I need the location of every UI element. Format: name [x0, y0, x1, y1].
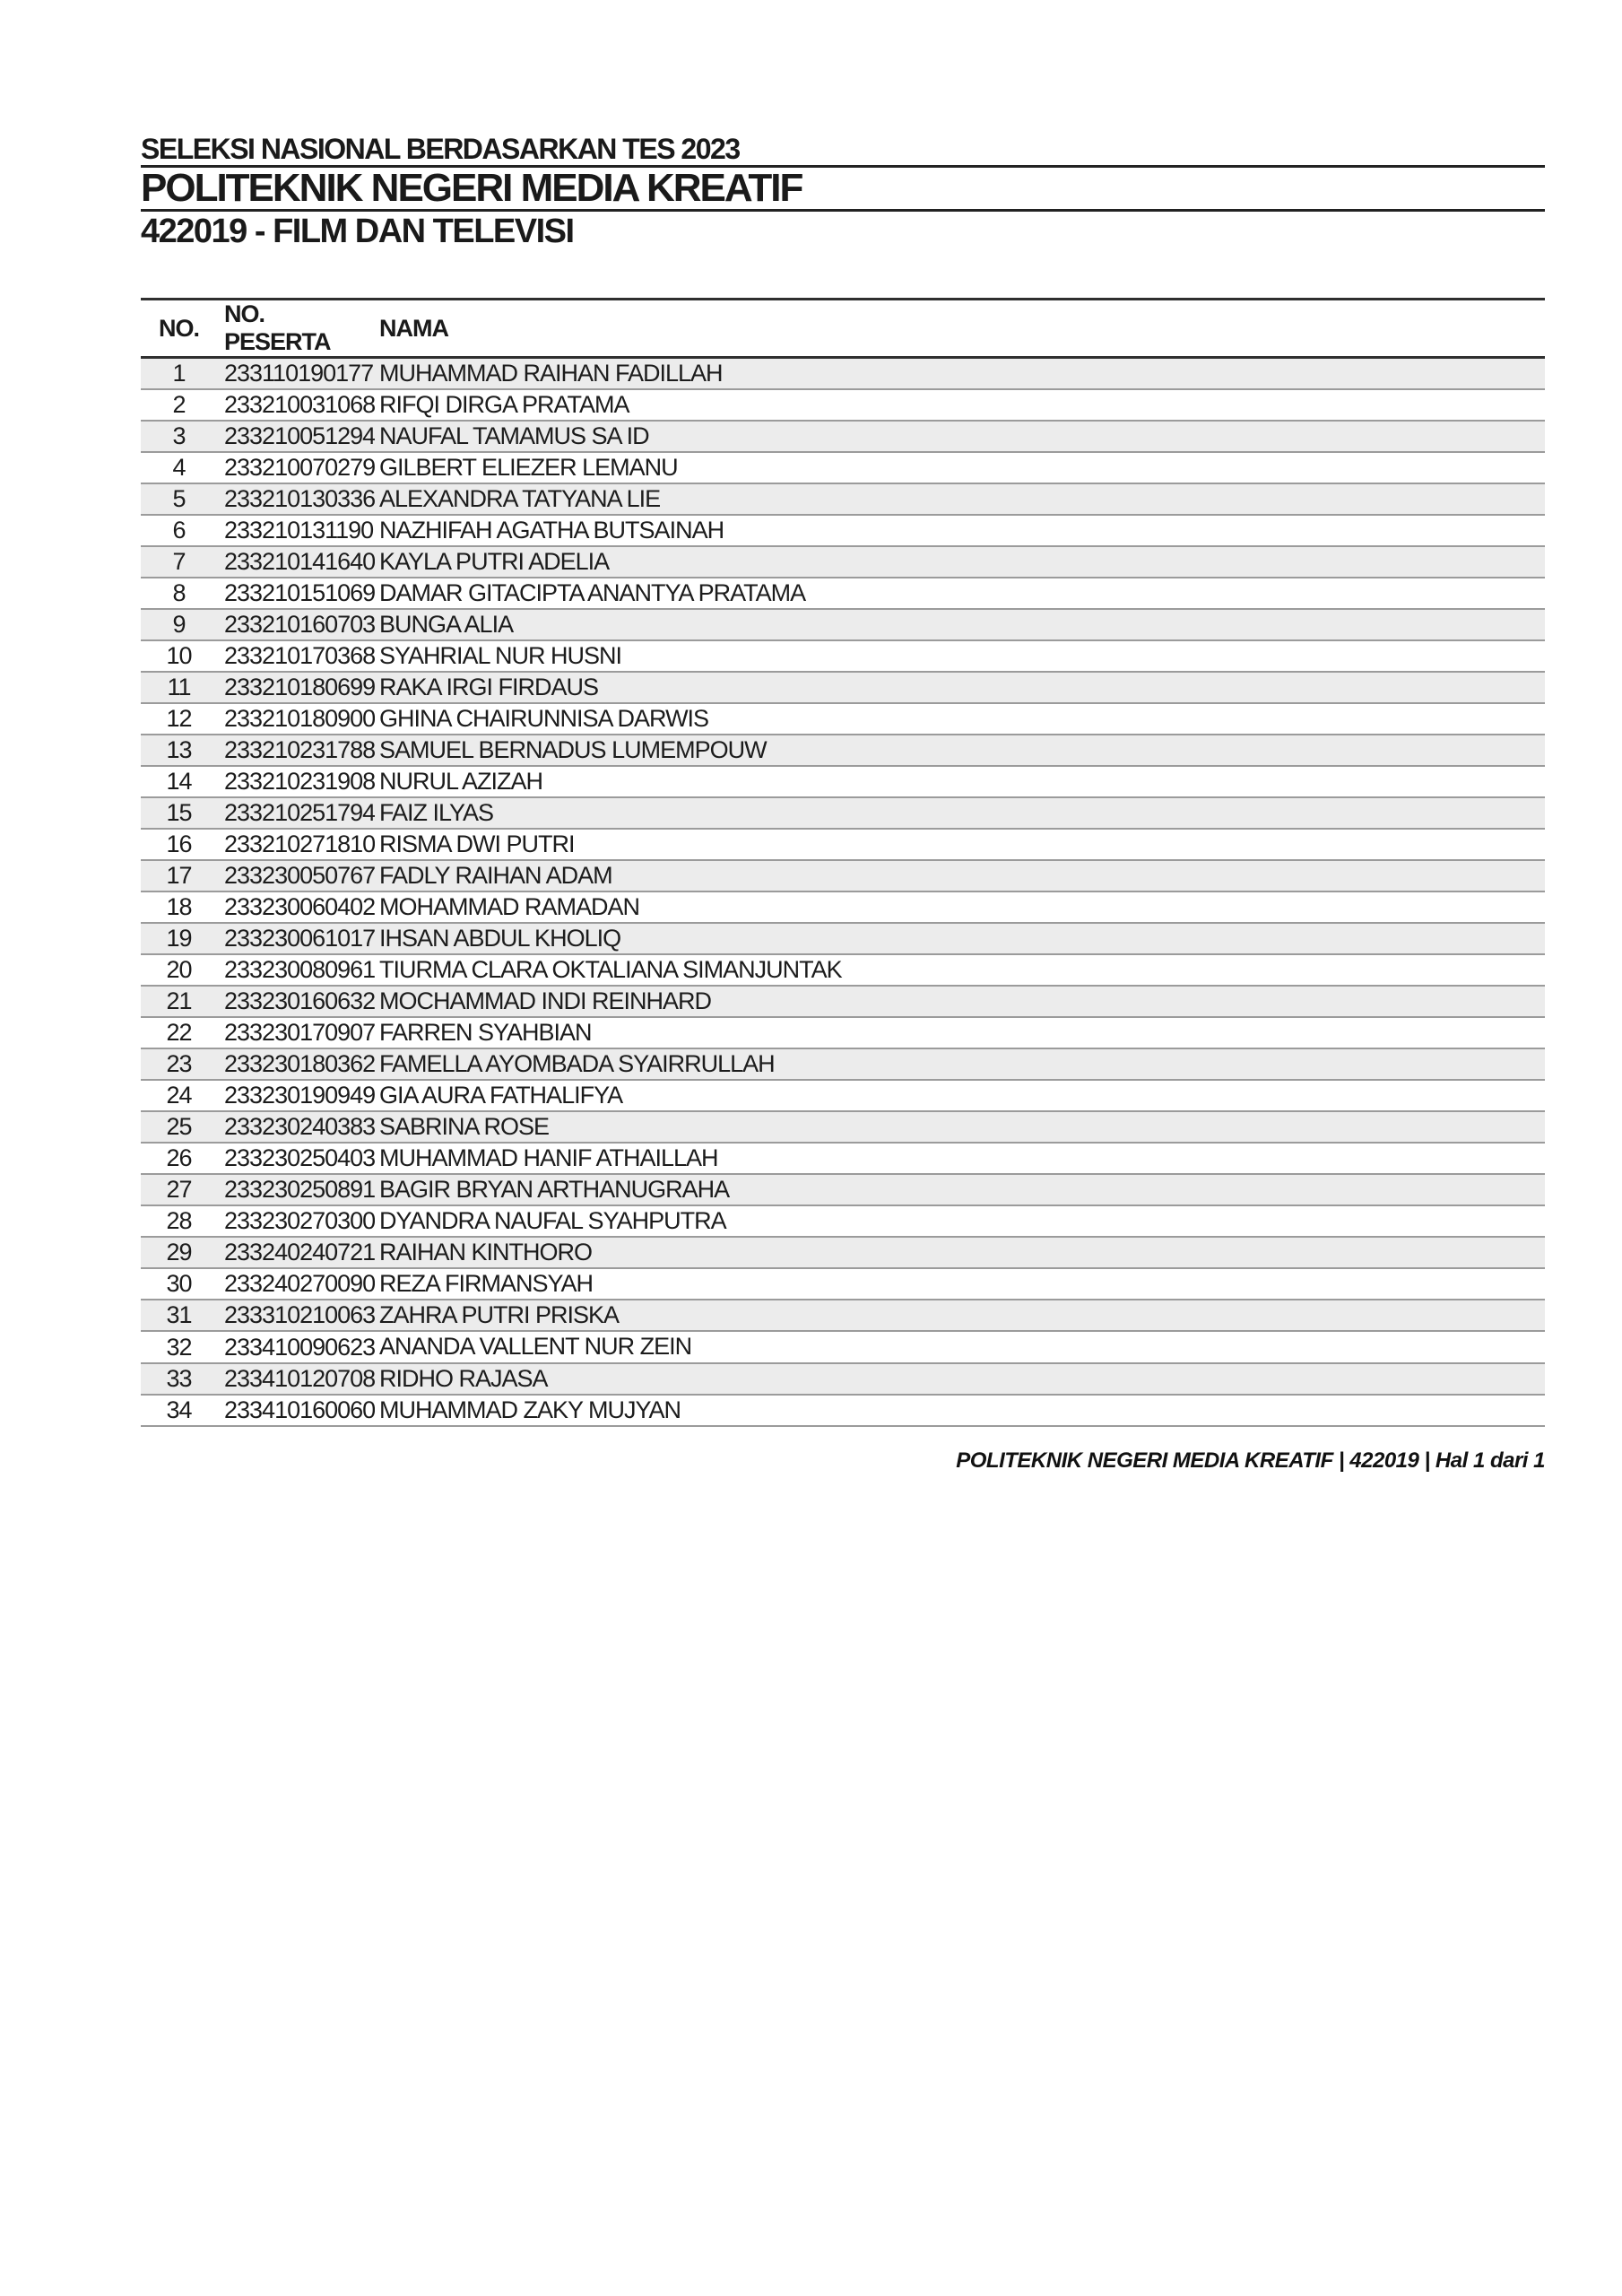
table-row	[141, 891, 1545, 923]
cell-no-peserta: 233230050767	[224, 862, 375, 889]
cell-nama: SYAHRIAL NUR HUSNI	[379, 642, 622, 669]
cell-no-peserta: 233230190949	[224, 1082, 375, 1109]
cell-nama: FAIZ ILYAS	[379, 799, 494, 826]
cell-no: 31	[166, 1301, 192, 1328]
table-row	[141, 1111, 1545, 1143]
cell-no: 15	[166, 799, 192, 826]
table-row	[141, 860, 1545, 891]
cell-nama: TIURMA CLARA OKTALIANA SIMANJUNTAK	[379, 956, 842, 983]
cell-nama: GILBERT ELIEZER LEMANU	[379, 454, 678, 481]
cell-nama: SABRINA ROSE	[379, 1113, 550, 1140]
cell-no: 9	[172, 611, 186, 638]
cell-nama: ALEXANDRA TATYANA LIE	[379, 485, 661, 512]
cell-no-peserta: 233230080961	[224, 956, 375, 983]
cell-no-peserta: 233310210063	[224, 1301, 375, 1328]
cell-no-peserta: 233210051294	[224, 422, 375, 449]
cell-nama: REZA FIRMANSYAH	[379, 1270, 594, 1297]
column-header-nama: NAMA	[375, 300, 1545, 358]
cell-no-peserta: 233210151069	[224, 579, 375, 606]
cell-no-peserta: 233230060402	[224, 893, 375, 920]
table-row	[141, 1363, 1545, 1395]
cell-no-peserta: 233210231908	[224, 768, 375, 795]
table-row	[141, 1300, 1545, 1331]
cell-nama: MUHAMMAD RAIHAN FADILLAH	[379, 360, 723, 387]
cell-nama: FAMELLA AYOMBADA SYAIRRULLAH	[379, 1050, 775, 1077]
column-header-no: NO.	[141, 300, 217, 358]
cell-no-peserta: 233230160632	[224, 987, 375, 1014]
cell-no: 20	[166, 956, 192, 983]
cell-no-peserta: 233210131190	[224, 517, 374, 544]
cell-no-peserta: 233210170368	[224, 642, 375, 669]
table-row	[141, 1080, 1545, 1111]
table-row	[141, 483, 1545, 515]
cell-nama: MUHAMMAD HANIF ATHAILLAH	[379, 1144, 718, 1171]
cell-nama: BAGIR BRYAN ARTHANUGRAHA	[379, 1176, 730, 1203]
cell-no-peserta: 233230250891	[224, 1176, 375, 1203]
cell-no: 14	[166, 768, 192, 795]
cell-nama: SAMUEL BERNADUS LUMEMPOUW	[379, 736, 767, 763]
cell-no-peserta: 233230061017	[224, 925, 375, 952]
table-row	[141, 515, 1545, 546]
table-row	[141, 829, 1545, 860]
cell-nama: GHINA CHAIRUNNISA DARWIS	[379, 705, 709, 732]
cell-no-peserta: 233210271810	[224, 831, 375, 857]
cell-nama: ZAHRA PUTRI PRISKA	[379, 1301, 620, 1328]
cell-no: 33	[166, 1365, 192, 1392]
cell-no: 24	[166, 1082, 192, 1109]
cell-no: 11	[167, 674, 191, 700]
cell-no-peserta: 233410090623	[224, 1333, 375, 1361]
cell-nama: DYANDRA NAUFAL SYAHPUTRA	[379, 1207, 726, 1234]
table-row	[141, 1268, 1545, 1300]
institution-title: POLITEKNIK NEGERI MEDIA KREATIF	[141, 168, 1545, 212]
cell-no-peserta: 233210130336	[224, 485, 375, 512]
table-row	[141, 735, 1545, 766]
participants-table	[141, 298, 1545, 1427]
table-row	[141, 797, 1545, 829]
cell-no-peserta: 233230250403	[224, 1144, 375, 1171]
cell-no: 28	[166, 1207, 192, 1234]
table-row	[141, 1395, 1545, 1426]
cell-no: 32	[166, 1333, 192, 1361]
cell-no: 13	[166, 736, 192, 763]
cell-no: 10	[166, 642, 192, 669]
program-title: 422019 - FILM DAN TELEVISI	[141, 213, 574, 250]
table-header-row	[141, 300, 1545, 358]
table-row	[141, 1048, 1545, 1080]
table-row	[141, 452, 1545, 483]
cell-no: 6	[172, 517, 186, 544]
cell-no-peserta: 233410160060	[224, 1396, 375, 1423]
cell-no-peserta: 233210160703	[224, 611, 375, 638]
cell-no-peserta: 233230180362	[224, 1050, 375, 1077]
cell-no: 1	[172, 360, 186, 387]
cell-no: 8	[172, 579, 186, 606]
table-row	[141, 1017, 1545, 1048]
cell-no: 26	[166, 1144, 192, 1171]
cell-nama: GIA AURA FATHALIFYA	[379, 1082, 623, 1109]
cell-no: 25	[166, 1113, 192, 1140]
cell-no-peserta: 233240270090	[224, 1270, 375, 1297]
cell-no-peserta: 233210070279	[224, 454, 375, 481]
table-row	[141, 578, 1545, 609]
cell-nama: ANANDA VALLENT NUR ZEIN	[379, 1333, 692, 1360]
cell-no: 2	[172, 391, 186, 418]
cell-no: 4	[172, 454, 186, 481]
table-row	[141, 609, 1545, 640]
cell-no: 16	[166, 831, 192, 857]
cell-no: 23	[166, 1050, 192, 1077]
cell-no-peserta: 233210141640	[224, 548, 375, 575]
table-row	[141, 421, 1545, 452]
cell-no-peserta: 233230270300	[224, 1207, 375, 1234]
table-row	[141, 923, 1545, 954]
cell-no-peserta: 233210180900	[224, 705, 375, 732]
selection-title: SELEKSI NASIONAL BERDASARKAN TES 2023	[141, 133, 1545, 168]
column-header-no-peserta: NO. PESERTA	[217, 300, 375, 358]
table-row	[141, 389, 1545, 421]
cell-nama: NAZHIFAH AGATHA BUTSAINAH	[379, 517, 724, 544]
cell-nama: MUHAMMAD ZAKY MUJYAN	[379, 1396, 681, 1423]
table-row	[141, 1174, 1545, 1205]
cell-nama: MOHAMMAD RAMADAN	[379, 893, 640, 920]
table-row	[141, 703, 1545, 735]
cell-nama: FADLY RAIHAN ADAM	[379, 862, 612, 889]
cell-nama: FARREN SYAHBIAN	[379, 1019, 592, 1046]
cell-no-peserta: 233240240721	[224, 1239, 375, 1265]
page-content	[141, 133, 1545, 1474]
table-header	[141, 300, 1545, 358]
cell-nama: RAIHAN KINTHORO	[379, 1239, 593, 1265]
cell-nama: RAKA IRGI FIRDAUS	[379, 674, 599, 700]
table-row	[141, 766, 1545, 797]
cell-no: 34	[166, 1396, 192, 1423]
table-row	[141, 986, 1545, 1017]
table-row	[141, 1205, 1545, 1237]
cell-nama: MOCHAMMAD INDI REINHARD	[379, 987, 712, 1014]
cell-nama: RIDHO RAJASA	[379, 1365, 548, 1392]
cell-no: 17	[166, 862, 192, 889]
table-row	[141, 546, 1545, 578]
table-row	[141, 358, 1545, 390]
table-row	[141, 1237, 1545, 1268]
cell-nama: NAUFAL TAMAMUS SA ID	[379, 422, 649, 449]
cell-no: 22	[166, 1019, 192, 1046]
table-row	[141, 1331, 1545, 1363]
cell-no-peserta: 233210231788	[224, 736, 375, 763]
cell-no-peserta: 233410120708	[224, 1365, 375, 1392]
cell-no: 19	[166, 925, 192, 952]
cell-no: 18	[166, 893, 192, 920]
cell-no: 21	[166, 987, 192, 1014]
page-footer: POLITEKNIK NEGERI MEDIA KREATIF | 422019 | Hal 1 dari 1	[956, 1448, 1545, 1473]
cell-nama: BUNGA ALIA	[379, 611, 514, 638]
cell-no: 3	[172, 422, 186, 449]
cell-nama: RISMA DWI PUTRI	[379, 831, 575, 857]
cell-no-peserta: 233210031068	[224, 391, 375, 418]
cell-no: 5	[172, 485, 186, 512]
cell-nama: NURUL AZIZAH	[379, 768, 543, 795]
cell-no: 27	[166, 1176, 192, 1203]
cell-no: 7	[172, 548, 186, 575]
table-row	[141, 954, 1545, 986]
cell-nama: DAMAR GITACIPTA ANANTYA PRATAMA	[379, 579, 806, 606]
cell-no-peserta: 233210180699	[224, 674, 375, 700]
table-row	[141, 672, 1545, 703]
cell-no: 12	[166, 705, 192, 732]
cell-nama: IHSAN ABDUL KHOLIQ	[379, 925, 621, 952]
table-body	[141, 358, 1545, 1427]
table-row	[141, 1143, 1545, 1174]
cell-nama: KAYLA PUTRI ADELIA	[379, 548, 610, 575]
cell-no-peserta: 233230170907	[224, 1019, 375, 1046]
table-row	[141, 640, 1545, 672]
cell-no: 29	[166, 1239, 192, 1265]
cell-no: 30	[166, 1270, 192, 1297]
cell-no-peserta: 233110190177	[224, 360, 374, 387]
cell-no-peserta: 233230240383	[224, 1113, 375, 1140]
cell-no-peserta: 233210251794	[224, 799, 375, 826]
cell-nama: RIFQI DIRGA PRATAMA	[379, 391, 629, 418]
